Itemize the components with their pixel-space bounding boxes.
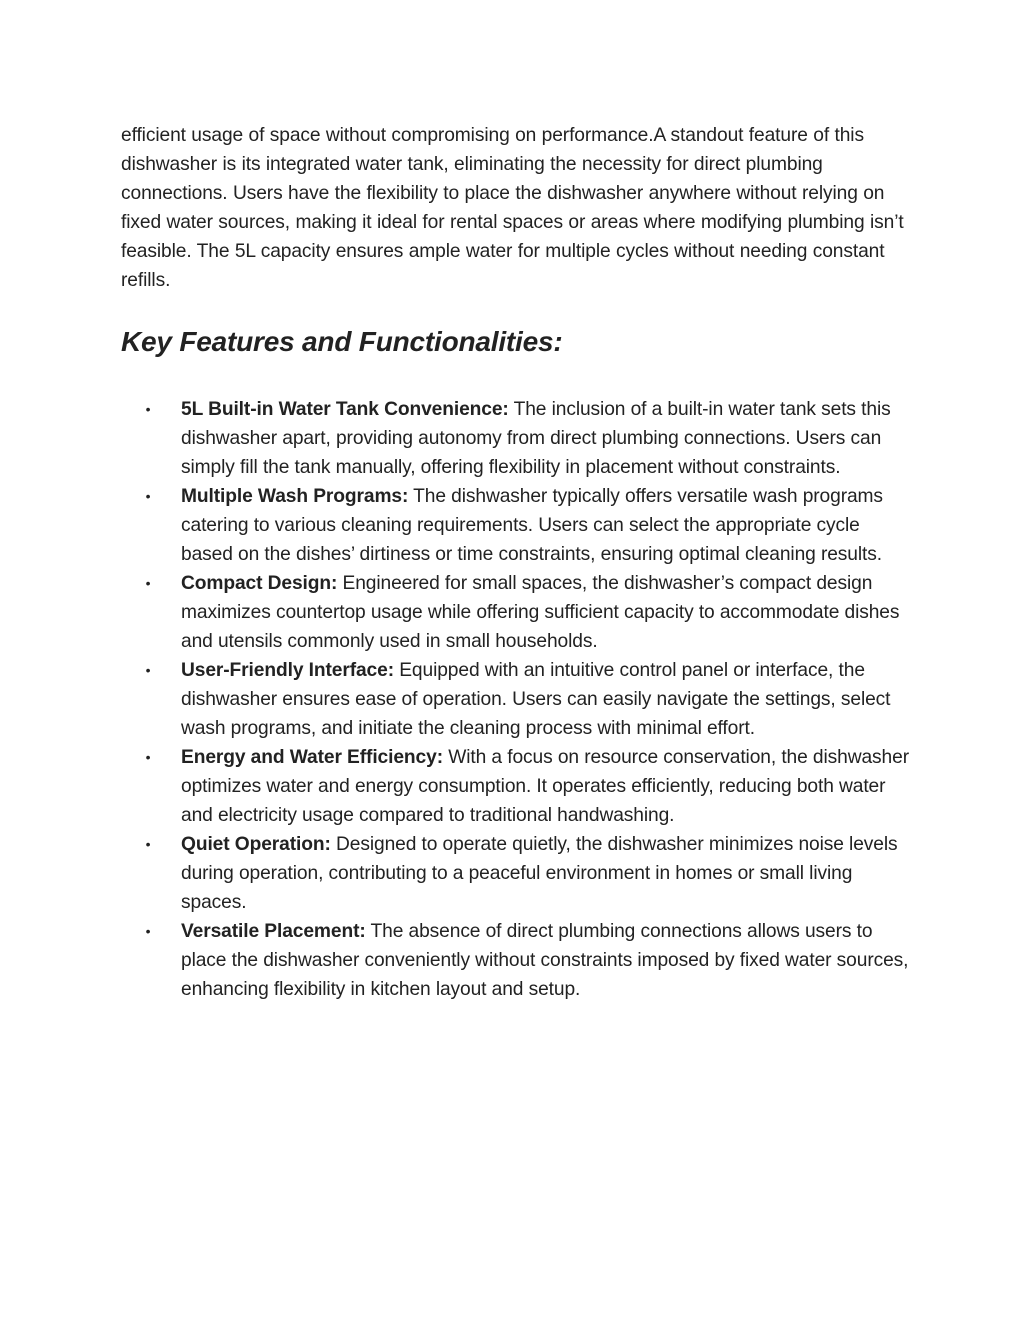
feature-text: The absence of direct plumbing connections allows users to place the dishwasher conveniently without constraints imposed by fixed water sources, enhancing flexibility in kitchen layout and setup. <box>181 921 909 1000</box>
feature-title: Multiple Wash Programs: <box>181 486 409 507</box>
feature-item-water-tank <box>121 395 911 482</box>
intro-paragraph: efficient usage of space without compromising on performance.A standout feature of this dishwasher is its integrated water tank, eliminating the necessity for direct plumbing connections. Users have the flexibility to place the dishwasher anywhere without relying on fixed water sources, making it ideal for rental spaces or areas where modifying plumbing isn’t feasible. The 5L capacity ensures ample water for multiple cycles without needing constant refills. <box>121 125 904 291</box>
bullet-icon: • <box>145 488 151 504</box>
feature-item-quiet-operation <box>121 830 911 917</box>
feature-item-versatile-placement <box>121 917 911 1004</box>
feature-text: With a focus on resource conservation, the dishwasher optimizes water and energy consumption. It operates efficiently, reducing both water and electricity usage compared to traditional handwashing. <box>181 747 909 826</box>
bullet-icon: • <box>145 662 151 678</box>
bullet-icon: • <box>145 401 151 417</box>
feature-title: Compact Design: <box>181 573 338 594</box>
document-page <box>121 121 911 1000</box>
feature-item-wash-programs <box>121 482 911 569</box>
feature-text: The dishwasher typically offers versatile wash programs catering to various cleaning requirements. Users can select the appropriate cycle based on the dishes’ dirtiness or time constraints, ensuring optimal cleaning results. <box>181 486 883 565</box>
feature-text: The inclusion of a built-in water tank sets this dishwasher apart, providing autonomy from direct plumbing connections. Users can simply fill the tank manually, offering flexibility in placement without constraints. <box>181 399 891 478</box>
section-heading: Key Features and Functionalities: <box>121 326 563 357</box>
bullet-icon: • <box>145 575 151 591</box>
features-list <box>121 395 911 1004</box>
bullet-icon: • <box>145 749 151 765</box>
feature-text: Equipped with an intuitive control panel or interface, the dishwasher ensures ease of operation. Users can easily navigate the settings, select wash programs, and initiate the cleaning process with minimal effort. <box>181 660 891 739</box>
feature-title: User-Friendly Interface: <box>181 660 394 681</box>
feature-item-compact-design <box>121 569 911 656</box>
feature-title: Quiet Operation: <box>181 834 331 855</box>
feature-item-efficiency <box>121 743 911 830</box>
feature-title: Energy and Water Efficiency: <box>181 747 443 768</box>
feature-text: Designed to operate quietly, the dishwasher minimizes noise levels during operation, contributing to a peaceful environment in homes or small living spaces. <box>181 834 898 913</box>
feature-item-user-interface <box>121 656 911 743</box>
feature-title: Versatile Placement: <box>181 921 366 942</box>
feature-text: Engineered for small spaces, the dishwasher’s compact design maximizes countertop usage while offering sufficient capacity to accommodate dishes and utensils commonly used in small households. <box>181 573 900 652</box>
bullet-icon: • <box>145 836 151 852</box>
feature-title: 5L Built-in Water Tank Convenience: <box>181 399 509 420</box>
bullet-icon: • <box>145 923 151 939</box>
